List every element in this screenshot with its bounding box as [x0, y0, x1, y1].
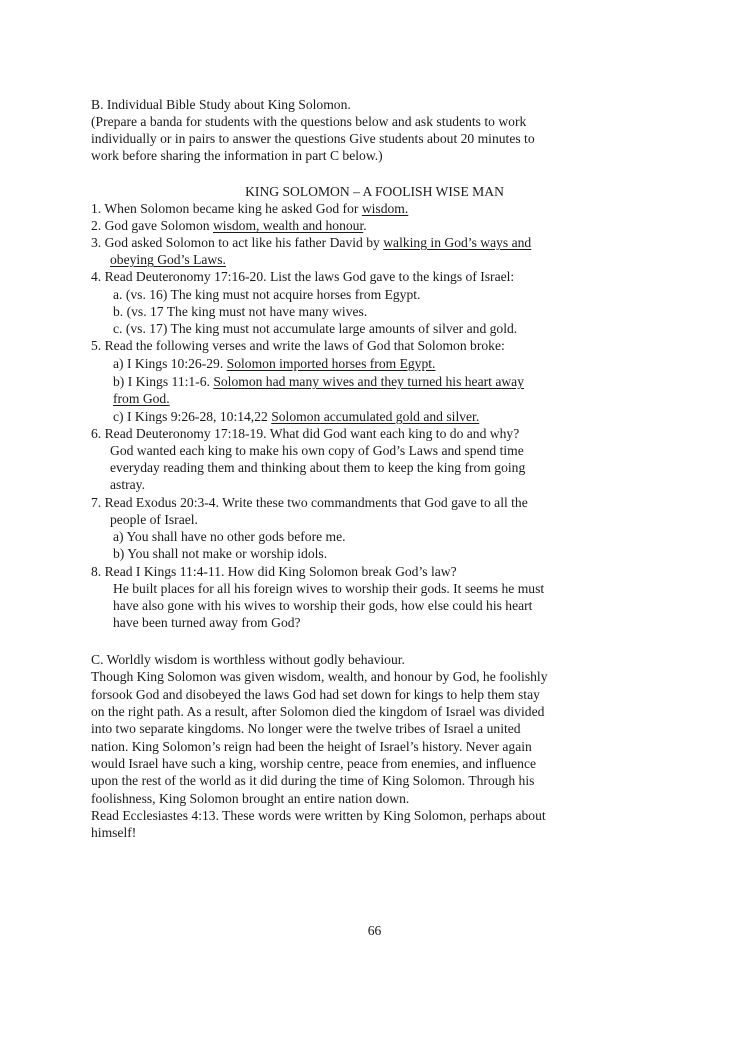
paragraph-line: would Israel have such a king, worship centre, peace from enemies, and influence	[91, 756, 537, 771]
question-3-text: 3. God asked Solomon to act like his father David by	[91, 235, 384, 250]
question-3-answer-line2: obeying God’s Laws.	[110, 252, 226, 267]
list-item: a. (vs. 16) The king must not acquire horses from Egypt.	[113, 287, 421, 302]
section-c-heading: C. Worldly wisdom is worthless without godly behaviour.	[91, 652, 405, 667]
paragraph-line: nation. King Solomon’s reign had been the height of Israel’s history. Never again	[91, 739, 532, 754]
question-5c-answer: Solomon accumulated gold and silver.	[271, 409, 480, 424]
question-3	[91, 234, 531, 251]
paragraph-line: into two separate kingdoms. No longer were the twelve tribes of Israel a united	[91, 721, 521, 736]
paragraph-line: Read Ecclesiastes 4:13. These words were written by King Solomon, perhaps about	[91, 808, 546, 823]
paragraph-line: upon the rest of the world as it did during the time of King Solomon. Through his	[91, 773, 535, 788]
question-3-answer: walking in God’s ways and	[383, 235, 532, 250]
question-1-answer: wisdom.	[361, 201, 409, 216]
question-2-answer: wisdom, wealth and honour	[212, 218, 364, 233]
question-5c	[113, 408, 479, 425]
question-3-answer-cont	[110, 251, 226, 268]
section-b-heading: B. Individual Bible Study about King Solomon.	[91, 97, 351, 112]
list-item: c. (vs. 17) The king must not accumulate large amounts of silver and gold.	[113, 321, 518, 336]
answer-line: have also gone with his wives to worship their gods, how else could his heart	[113, 598, 533, 613]
question-5a	[113, 355, 435, 372]
answer-line: have been turned away from God?	[113, 615, 301, 630]
question-5b-cont	[113, 390, 170, 407]
question-5b	[113, 373, 524, 390]
question-5: 5. Read the following verses and write the laws of God that Solomon broke:	[91, 338, 505, 353]
answer-line: He built places for all his foreign wives to worship their gods. It seems he must	[113, 581, 545, 596]
answer-line: God wanted each king to make his own copy of God’s Laws and spend time	[110, 443, 524, 458]
instruction-line: (Prepare a banda for students with the questions below and ask students to work	[91, 114, 527, 129]
question-8: 8. Read I Kings 11:4-11. How did King Solomon break God’s law?	[91, 564, 457, 579]
question-2-text: 2. God gave Solomon	[91, 218, 213, 233]
question-5b-ref: b) I Kings 11:1-6.	[113, 374, 214, 389]
question-5a-answer: Solomon imported horses from Egypt.	[226, 356, 436, 371]
paragraph-line: foolishness, King Solomon brought an entire nation down.	[91, 791, 410, 806]
question-6: 6. Read Deuteronomy 17:18-19. What did God want each king to do and why?	[91, 426, 520, 441]
question-5c-ref: c) I Kings 9:26-28, 10:14,22	[113, 409, 272, 424]
question-2-suffix: .	[363, 218, 367, 233]
question-7: 7. Read Exodus 20:3-4. Write these two commandments that God gave to all the	[91, 495, 528, 510]
answer-line: a) You shall have no other gods before me.	[113, 529, 346, 544]
question-5a-ref: a) I Kings 10:26-29.	[113, 356, 227, 371]
answer-line: astray.	[110, 477, 145, 492]
paragraph-line: Though King Solomon was given wisdom, wealth, and honour by God, he foolishly	[91, 669, 548, 684]
instruction-line: individually or in pairs to answer the questions Give students about 20 minutes to	[91, 131, 535, 146]
question-7-cont: people of Israel.	[110, 512, 198, 527]
question-5b-answer-line2: from God.	[113, 391, 170, 406]
question-1	[91, 200, 408, 217]
list-item: b. (vs. 17 The king must not have many wives.	[113, 304, 368, 319]
question-1-text: 1. When Solomon became king he asked God for	[91, 201, 362, 216]
paragraph-line: forsook God and disobeyed the laws God had set down for kings to help them stay	[91, 687, 540, 702]
paragraph-line: himself!	[91, 825, 137, 840]
question-4: 4. Read Deuteronomy 17:16-20. List the laws God gave to the kings of Israel:	[91, 269, 515, 284]
paragraph-line: on the right path. As a result, after Solomon died the kingdom of Israel was divided	[91, 704, 545, 719]
question-5b-answer: Solomon had many wives and they turned his heart away	[213, 374, 525, 389]
answer-line: b) You shall not make or worship idols.	[113, 546, 328, 561]
question-2	[91, 217, 367, 234]
page-number: 66	[367, 923, 382, 938]
worksheet-title: KING SOLOMON – A FOOLISH WISE MAN	[245, 184, 504, 199]
answer-line: everyday reading them and thinking about them to keep the king from going	[110, 460, 526, 475]
instruction-line: work before sharing the information in part C below.)	[91, 148, 383, 163]
